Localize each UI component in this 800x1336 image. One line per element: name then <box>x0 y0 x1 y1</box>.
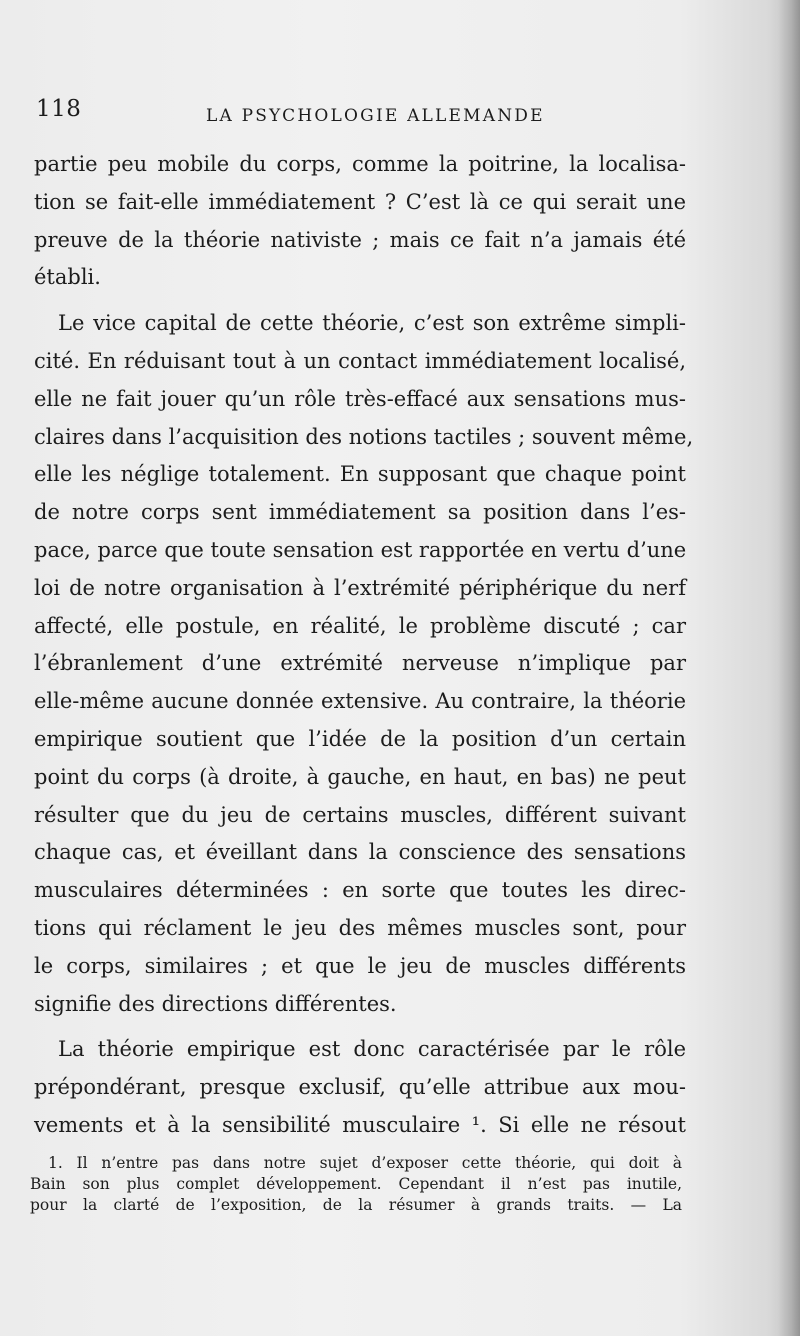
footnote-line: Bain son plus complet développement. Cependant il n’est pas inutile, <box>30 1175 682 1193</box>
text-line: partie peu mobile du corps, comme la poitrine, la localisa- <box>34 152 686 176</box>
text-line: résulter que du jeu de certains muscles, différent suivant <box>34 802 686 827</box>
text-line: Le vice capital de cette théorie, c’est son extrême simpli- <box>58 311 686 336</box>
text-line: établi. <box>34 265 101 290</box>
text-line: tion se fait-elle immédiatement ? C’est là ce qui serait une <box>34 189 686 214</box>
text-line: signifie des directions différentes. <box>34 991 397 1016</box>
paragraph <box>34 146 686 297</box>
text-line: tions qui réclament le jeu des mêmes muscles sont, pour <box>34 915 686 940</box>
text-line: loi de notre organisation à l’extrémité périphérique du nerf <box>34 575 686 600</box>
text-line: le corps, similaires ; et que le jeu de muscles différents <box>34 953 686 978</box>
text-line: elle les néglige totalement. En supposant que chaque point <box>34 462 686 487</box>
paragraph <box>34 305 694 1023</box>
running-title: LA PSYCHOLOGIE ALLEMANDE <box>206 106 545 126</box>
text-line: cité. En réduisant tout à un contact immédiatement localisé, <box>34 348 686 373</box>
paragraph <box>34 1031 686 1144</box>
text-line: elle-même aucune donnée extensive. Au contraire, la théorie <box>34 689 686 714</box>
text-line: musculaires déterminées : en sorte que toutes les direc- <box>34 878 686 903</box>
text-line: de notre corps sent immédiatement sa position dans l’es- <box>34 500 686 525</box>
body-text <box>34 146 694 1145</box>
page-edge-shadow <box>778 0 800 1336</box>
text-line: claires dans l’acquisition des notions tactiles ; souvent même, <box>34 424 694 449</box>
text-line: elle ne fait jouer qu’un rôle très-effacé aux sensations mus- <box>34 386 686 411</box>
text-line: pace, parce que toute sensation est rapportée en vertu d’une <box>34 537 687 562</box>
text-line: l’ébranlement d’une extrémité nerveuse n’implique par <box>34 651 686 676</box>
text-line: chaque cas, et éveillant dans la conscience des sensations <box>34 840 686 865</box>
text-line: preuve de la théorie nativiste ; mais ce fait n’a jamais été <box>34 227 686 252</box>
footnote-line: pour la clarté de l’exposition, de la résumer à grands traits. — La <box>30 1196 682 1214</box>
text-line: vements et à la sensibilité musculaire ¹. Si elle ne résout <box>34 1112 686 1137</box>
text-line: La théorie empirique est donc caractérisée par le rôle <box>58 1037 686 1062</box>
page-number: 118 <box>36 96 82 122</box>
text-line: empirique soutient que l’idée de la position d’un certain <box>34 726 686 751</box>
text-line: prépondérant, presque exclusif, qu’elle attribue aux mou- <box>34 1075 686 1100</box>
text-line: affecté, elle postule, en réalité, le problème discuté ; car <box>34 613 686 638</box>
running-head <box>36 96 686 136</box>
footnote <box>30 1153 682 1216</box>
text-line: point du corps (à droite, à gauche, en haut, en bas) ne peut <box>34 764 686 789</box>
footnote-line: 1. Il n’entre pas dans notre sujet d’exposer cette théorie, qui doit à <box>48 1154 682 1172</box>
